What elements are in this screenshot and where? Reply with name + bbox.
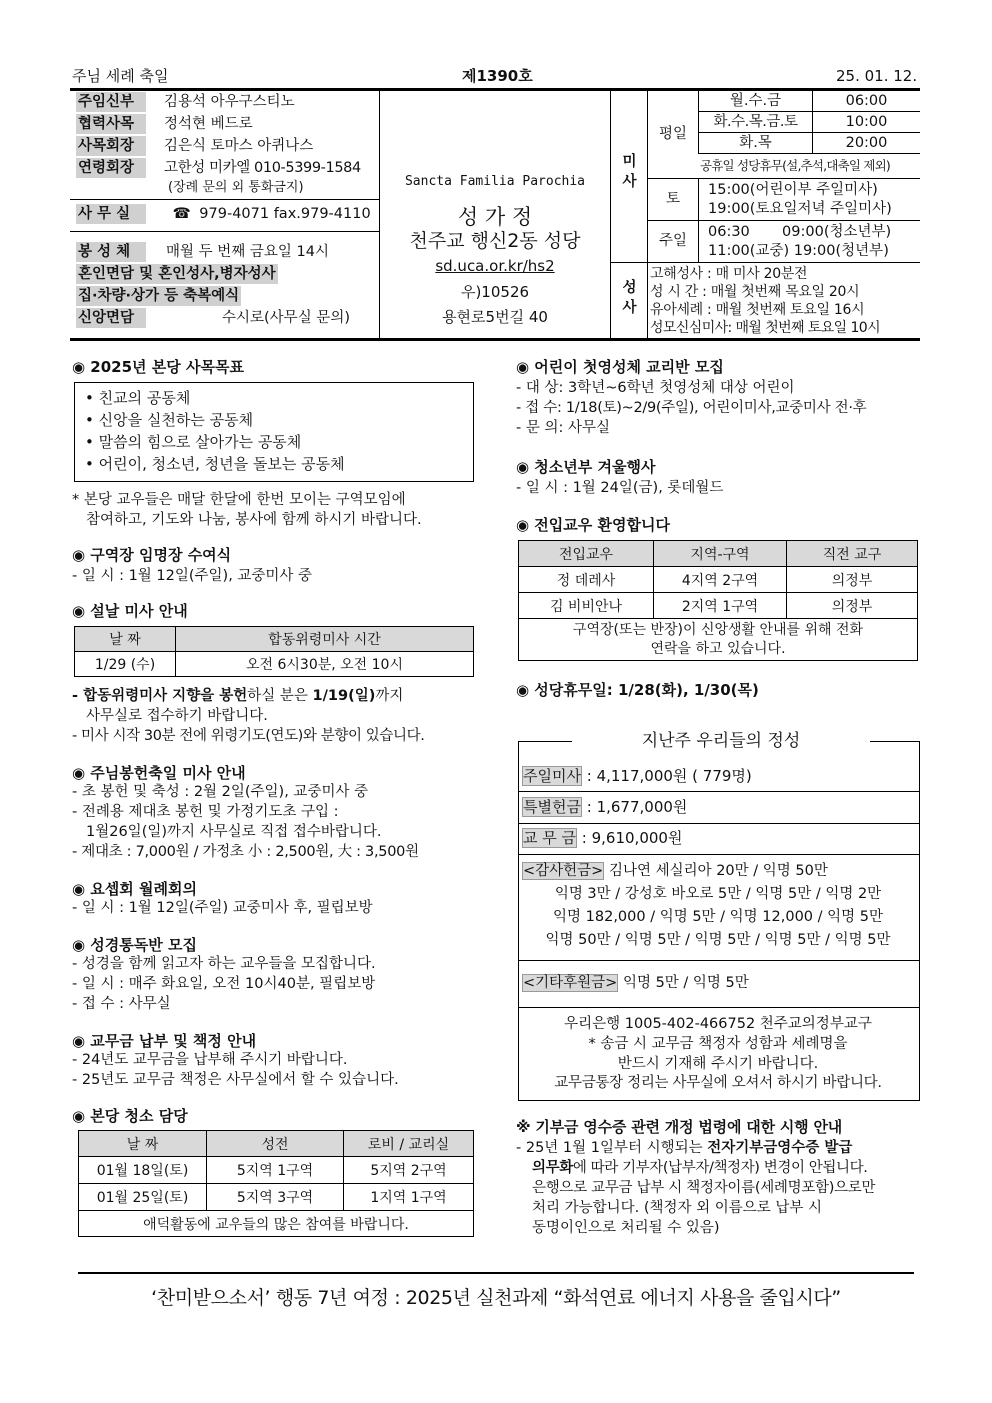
joseph-title: ◉ 요셉회 월례회의 (72, 880, 197, 898)
dues-offering: 교 무 금 : 9,610,000원 (523, 829, 683, 847)
newcomers-footer: 구역장(또는 반장)이 신앙생활 안내를 위해 전화 연락을 하고 있습니다. (519, 619, 918, 661)
presentation-title: ◉ 주님봉헌축일 미사 안내 (72, 764, 246, 782)
goals-box (74, 382, 474, 482)
rule (698, 178, 699, 262)
rule (518, 823, 919, 824)
staff-row: 연령회장 고한성 미카엘 010-5399-1584 (78, 160, 361, 176)
parish-name: 성 가 정 (457, 205, 533, 229)
phone-icon: ☎ (172, 206, 191, 222)
bible-line: - 접 수 : 사무실 (72, 996, 171, 1012)
sacrament-item: 고해성사 : 매 미사 20분전 (650, 266, 808, 282)
staff-row: 협력사목 정석현 베드로 (78, 116, 253, 132)
goal-item: • 말씀의 힘으로 살아가는 공동체 (85, 433, 302, 451)
parish-full-name: 천주교 행신2동 성당 (409, 230, 581, 252)
info-divider-2 (610, 91, 611, 338)
staff-list (76, 92, 376, 198)
goal-item: • 어린이, 청소년, 청년을 돌보는 공동체 (85, 455, 345, 473)
presentation-line: 1월26일(일)까지 사무실로 직접 접수바랍니다. (86, 824, 382, 840)
presentation-line: - 전례용 제대초 봉헌 및 가정기도초 구입 : (72, 804, 339, 820)
thanks-line: 익명 50만 / 익명 5만 / 익명 5만 / 익명 5만 / 익명 5만 (545, 932, 891, 948)
gu-line: - 일 시 : 1월 12일(주일), 교중미사 중 (72, 568, 313, 584)
receipt-line: 은행으로 교무금 납부 시 책정자이름(세례명포함)으로만 (532, 1180, 876, 1196)
dues-line: - 24년도 교무금을 납부해 주시기 바랍니다. (72, 1052, 348, 1068)
special-offering: 특별헌금 : 1,677,000원 (523, 798, 688, 816)
parish-url[interactable]: sd.uca.or.kr/hs2 (435, 257, 555, 275)
parish-zip: 우)10526 (460, 283, 530, 301)
bank-info: 우리은행 1005-402-466752 천주교의정부교구 (564, 1016, 872, 1032)
bible-line: - 일 시 : 매주 화요일, 오전 10시40분, 필립보방 (72, 976, 376, 992)
weekday-label: 평일 (658, 126, 687, 142)
rule (648, 220, 920, 221)
sunday-mass: 06:30 09:00(청소년부) (708, 224, 892, 240)
saturday-mass: 19:00(토요일저녁 주일미사) (708, 201, 892, 217)
closed-title: ◉ 성당휴무일: 1/28(화), 1/30(목) (516, 681, 759, 699)
seol-title: ◉ 설날 미사 안내 (72, 602, 188, 620)
communion-line: - 접 수: 1/18(토)~2/9(주일), 어린이미사,교중미사 전·후 (516, 400, 867, 416)
parish-latin: Sancta Familia Parochia (404, 174, 585, 189)
sunday-mass: 11:00(교중) 19:00(청년부) (708, 243, 889, 259)
bible-line: - 성경을 함께 읽고자 하는 교우들을 모집합니다. (72, 956, 376, 972)
receipt-line: 동명이인으로 처리될 수 있음) (532, 1220, 720, 1236)
presentation-line: - 제대초 : 7,000원 / 가정초 小 : 2,500원, 大 : 3,500원 (72, 844, 419, 860)
bank-info: 반드시 기재해 주시기 바랍니다. (617, 1056, 819, 1072)
rule (648, 178, 920, 179)
presentation-line: - 초 봉헌 및 축성 : 2월 2일(주일), 교중미사 중 (72, 784, 369, 800)
rule (518, 791, 919, 792)
rule (70, 199, 379, 200)
office-row: 사 무 실 ☎ 979-4071 fax.979-4110 (78, 206, 371, 222)
footer-rule (78, 1272, 914, 1274)
footer-slogan: ‘찬미받으소서’ 행동 7년 여정 : 2025년 실천과제 “화석연료 에너지 사용을 줄입시다” (151, 1287, 841, 1309)
weekday-days: 화.목 (739, 135, 772, 151)
receipt-line: - 25년 1월 1일부터 시행되는 전자기부금영수증 발급 (516, 1140, 853, 1156)
sacrament-item: 성 시 간 : 매월 첫번째 목요일 20시 (650, 284, 860, 300)
newcomers-title: ◉ 전입교우 환영합니다 (516, 516, 670, 534)
receipt-title: ※ 기부금 영수증 관련 개정 법령에 대한 시행 안내 (516, 1118, 843, 1136)
holiday-note: 공휴일 성당휴무(설,추석,대축일 제외) (700, 158, 890, 173)
bank-info: 교무금통장 정리는 사무실에 오셔서 하시기 바랍니다. (554, 1075, 882, 1091)
youth-title: ◉ 청소년부 겨울행사 (516, 458, 656, 476)
sacrament-list (650, 265, 880, 337)
thanks-offering: <감사헌금> 김나연 세실리아 20만 / 익명 50만 (523, 863, 828, 879)
goals-note: * 본당 교우들은 매달 한달에 한번 모이는 구역모임에 (72, 492, 406, 508)
weekday-days: 화.수.목.금.토 (713, 114, 798, 130)
goal-item: • 신앙을 실천하는 공동체 (85, 411, 254, 429)
communion-line: - 대 상: 3학년~6학년 첫영성체 대상 어린이 (516, 380, 795, 396)
goals-title: ◉ 2025년 본당 사목목표 (72, 358, 244, 376)
feast-title: 주님 세례 축일 (72, 67, 169, 85)
rule (518, 1007, 919, 1008)
cleaning-table: 날 짜 성전 로비 / 교리실 01월 18일(토) 5지역 1구역 5지역 2구역 01월 25일(토) 5지역 3구역 1지역 1구역 애덕활동에 교우들의 많은 참여를 바랍니다. (78, 1130, 474, 1237)
weekday-time: 20:00 (845, 135, 888, 151)
seol-line: - 합동위령미사 지향을 봉헌하실 분은 1/19(일)까지 (72, 688, 404, 704)
weekday-time: 10:00 (845, 114, 888, 130)
seol-line: - 미사 시작 30분 전에 위령기도(연도)와 분향이 있습니다. (72, 728, 425, 744)
seol-line: 사무실로 접수하기 바랍니다. (86, 708, 268, 724)
sacrament-title: 성 사 (622, 280, 637, 316)
info-bottom-rule (70, 338, 920, 341)
dues-title: ◉ 교무금 납부 및 책정 안내 (72, 1032, 257, 1050)
sunday-label: 주일 (658, 233, 687, 249)
rule (70, 231, 379, 232)
faith-row: 신앙면담 수시로(사무실 문의) (78, 310, 350, 326)
rule (518, 960, 919, 961)
other-offering: <기타후원금> 익명 5만 / 익명 5만 (523, 975, 749, 991)
bank-info: * 송금 시 교무금 책정자 성함과 세례명을 (588, 1036, 848, 1052)
communion-title: ◉ 어린이 첫영성체 교리반 모집 (516, 358, 724, 376)
marriage-row: 혼인면담 및 혼인성사,병자성사 (78, 266, 276, 282)
sacrament-item: 성모신심미사: 매월 첫번째 토요일 10시 (650, 320, 880, 336)
mass-title: 미 사 (622, 154, 637, 190)
goal-item: • 친교의 공동체 (85, 389, 191, 407)
thanks-line: 익명 182,000 / 익명 5만 / 익명 12,000 / 익명 5만 (553, 909, 883, 925)
saturday-mass: 15:00(어린이부 주일미사) (708, 182, 878, 198)
thanks-line: 익명 3만 / 강성호 바오로 5만 / 익명 5만 / 익명 2만 (554, 886, 882, 902)
receipt-line: 처리 가능합니다. (책정자 외 이름으로 납부 시 (532, 1200, 823, 1216)
staff-row: 사목회장 김은식 토마스 아퀴나스 (78, 138, 314, 154)
sunday-offering: 주일미사 : 4,117,000원 ( 779명) (523, 767, 752, 785)
gu-title: ◉ 구역장 임명장 수여식 (72, 546, 232, 564)
offering-title: 지난주 우리들의 정성 (572, 728, 870, 754)
dues-line: - 25년도 교무금 책정은 사무실에서 할 수 있습니다. (72, 1072, 399, 1088)
newcomers-table: 전입교우 지역-구역 직전 교구 정 데레사 4지역 2구역 의정부 김 비비안나 2지역 1구역 의정부 구역장(또는 반장)이 신앙생활 안내를 위해 전화 연락을 하고 있습니다. (518, 540, 918, 661)
rule (518, 854, 919, 855)
issue-date: 25. 01. 12. (836, 67, 918, 85)
staff-note: (장례 문의 외 통화금지) (168, 180, 304, 195)
youth-line: - 일 시 : 1월 24일(금), 롯데월드 (516, 480, 724, 496)
bible-title: ◉ 성경통독반 모집 (72, 936, 197, 954)
blessing-row: 집·차량·상가 등 축복예식 (78, 288, 240, 304)
issue-number: 제1390호 (462, 67, 533, 85)
communion-line: - 문 의: 사무실 (516, 420, 610, 436)
seol-table: 날 짜 합동위령미사 시간 1/29 (수) 오전 6시30분, 오전 10시 (74, 626, 474, 677)
parish-address: 용현로5번길 40 (442, 308, 548, 326)
bongsung-row: 봉 성 체 매월 두 번째 금요일 14시 (78, 244, 329, 260)
receipt-line: 의무화에 따라 기부자(납부자/책정자) 변경이 안됩니다. (532, 1160, 868, 1176)
cleaning-title: ◉ 본당 청소 담당 (72, 1107, 188, 1125)
weekday-time: 06:00 (845, 93, 888, 109)
weekday-days: 월.수.금 (729, 93, 782, 109)
goals-note: 참여하고, 기도와 나눔, 봉사에 함께 하시기 바랍니다. (86, 512, 422, 528)
rule (611, 262, 920, 263)
sacrament-item: 유아세례 : 매월 첫번째 토요일 16시 (650, 302, 865, 318)
staff-row: 주임신부 김용석 아우구스티노 (78, 94, 295, 110)
saturday-label: 토 (665, 191, 680, 207)
rule (698, 153, 920, 154)
joseph-line: - 일 시 : 1월 12일(주일) 교중미사 후, 필립보방 (72, 900, 373, 916)
